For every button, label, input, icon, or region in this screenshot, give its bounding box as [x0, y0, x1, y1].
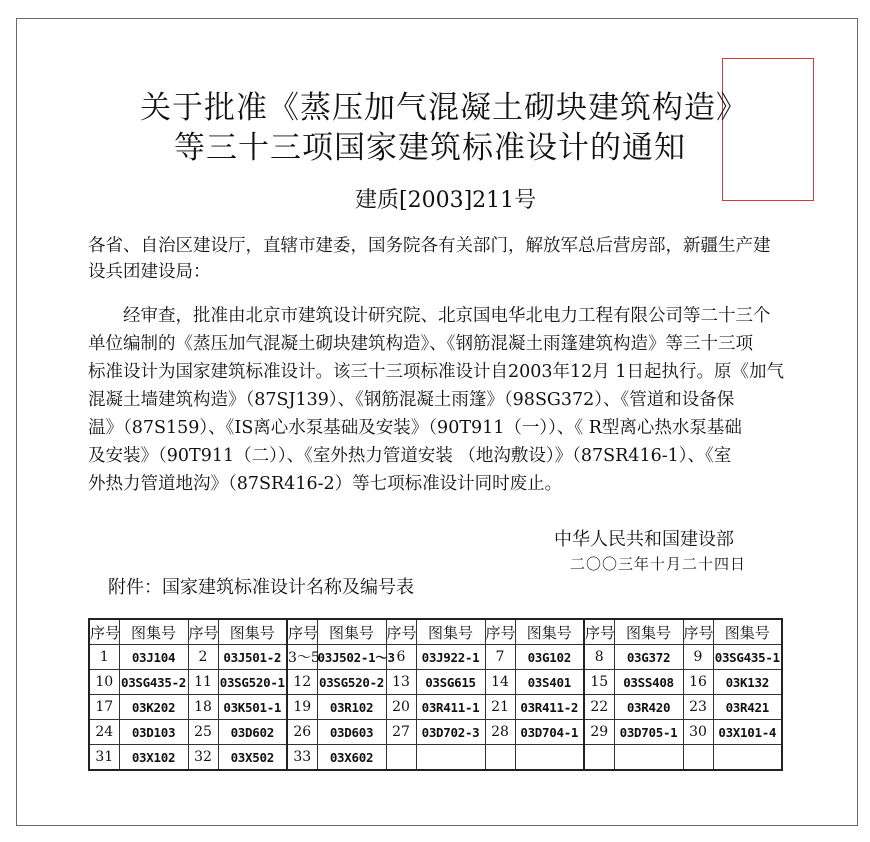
atlas-number-cell: 03X102: [119, 745, 188, 771]
header-serial-number: 序号: [485, 619, 515, 645]
stamp-placeholder-box: [722, 58, 814, 201]
body-line: 标准设计为国家建筑标准设计。该三十三项标准设计自2003年12月 1日起执行。原《加气: [88, 362, 784, 382]
serial-number-cell: 17: [89, 695, 119, 720]
atlas-number-cell: 03D602: [218, 720, 287, 745]
serial-number-cell: 9: [683, 645, 713, 670]
atlas-number-cell: 03SG435-2: [119, 670, 188, 695]
atlas-number-cell: 03K202: [119, 695, 188, 720]
serial-number-cell: 1: [89, 645, 119, 670]
header-atlas-number: 图集号: [614, 619, 683, 645]
atlas-number-cell: 03SG520-2: [317, 670, 386, 695]
body-line: 外热力管道地沟》（87SR416-2）等七项标准设计同时废止。: [88, 474, 563, 494]
table-header-row: [89, 619, 782, 645]
atlas-number-cell: 03SS408: [614, 670, 683, 695]
standard-codes-table: [88, 618, 783, 771]
serial-number-cell: 21: [485, 695, 515, 720]
header-serial-number: 序号: [584, 619, 614, 645]
atlas-number-cell: [713, 745, 782, 771]
serial-number-cell: [485, 745, 515, 771]
serial-number-cell: 29: [584, 720, 614, 745]
table-row: [89, 670, 782, 695]
atlas-number-cell: 03SG615: [416, 670, 485, 695]
header-atlas-number: 图集号: [515, 619, 584, 645]
atlas-number-cell: 03G372: [614, 645, 683, 670]
serial-number-cell: 22: [584, 695, 614, 720]
notice-title-line-1: 关于批准《蒸压加气混凝土砌块建筑构造》: [140, 90, 748, 126]
serial-number-cell: 18: [188, 695, 218, 720]
addressee-line-2: 设兵团建设局：: [88, 262, 211, 282]
atlas-number-cell: 03R411-1: [416, 695, 485, 720]
body-line: 单位编制的《蒸压加气混凝土砌块建筑构造》、《钢筋混凝土雨篷建筑构造》等三十三项: [88, 334, 753, 354]
serial-number-cell: 16: [683, 670, 713, 695]
issuer-signature: 中华人民共和国建设部: [554, 529, 734, 550]
atlas-number-cell: 03J104: [119, 645, 188, 670]
serial-number-cell: 25: [188, 720, 218, 745]
atlas-number-cell: 03G102: [515, 645, 584, 670]
serial-number-cell: 26: [287, 720, 317, 745]
serial-number-cell: 32: [188, 745, 218, 771]
atlas-number-cell: 03D704-1: [515, 720, 584, 745]
atlas-number-cell: [416, 745, 485, 771]
table-row: [89, 720, 782, 745]
header-atlas-number: 图集号: [218, 619, 287, 645]
serial-number-cell: 33: [287, 745, 317, 771]
atlas-number-cell: 03S401: [515, 670, 584, 695]
atlas-number-cell: 03J922-1: [416, 645, 485, 670]
atlas-number-cell: 03R102: [317, 695, 386, 720]
body-line: 经审查，批准由北京市建筑设计研究院、北京国电华北电力工程有限公司等二十三个: [88, 306, 771, 326]
atlas-number-cell: 03D705-1: [614, 720, 683, 745]
serial-number-cell: 28: [485, 720, 515, 745]
serial-number-cell: 24: [89, 720, 119, 745]
serial-number-cell: 14: [485, 670, 515, 695]
table-row: [89, 745, 782, 771]
serial-number-cell: 6: [386, 645, 416, 670]
serial-number-cell: 13: [386, 670, 416, 695]
atlas-number-cell: 03K132: [713, 670, 782, 695]
attachment-title: 附件：国家建筑标准设计名称及编号表: [108, 577, 414, 598]
notice-title-line-2: 等三十三项国家建筑标准设计的通知: [174, 130, 686, 166]
header-serial-number: 序号: [683, 619, 713, 645]
header-atlas-number: 图集号: [713, 619, 782, 645]
body-line: 温》（87S159）、《IS离心水泵基础及安装》（90T911（一））、《 R型离心热水泵基础: [88, 418, 742, 438]
atlas-number-cell: 03SG435-1: [713, 645, 782, 670]
document-number: 建质[2003]211号: [355, 188, 537, 213]
atlas-number-cell: 03J502-1～3: [317, 645, 386, 670]
atlas-number-cell: 03K501-1: [218, 695, 287, 720]
header-serial-number: 序号: [89, 619, 119, 645]
atlas-number-cell: 03D702-3: [416, 720, 485, 745]
header-serial-number: 序号: [386, 619, 416, 645]
atlas-number-cell: 03R421: [713, 695, 782, 720]
serial-number-cell: 23: [683, 695, 713, 720]
serial-number-cell: [683, 745, 713, 771]
serial-number-cell: 20: [386, 695, 416, 720]
atlas-number-cell: 03X101-4: [713, 720, 782, 745]
atlas-number-cell: 03R420: [614, 695, 683, 720]
atlas-number-cell: 03J501-2: [218, 645, 287, 670]
table-row: [89, 645, 782, 670]
atlas-number-cell: 03D103: [119, 720, 188, 745]
header-serial-number: 序号: [188, 619, 218, 645]
serial-number-cell: 7: [485, 645, 515, 670]
serial-number-cell: 12: [287, 670, 317, 695]
serial-number-cell: 8: [584, 645, 614, 670]
atlas-number-cell: [614, 745, 683, 771]
issue-date: 二〇〇三年十月二十四日: [570, 555, 747, 573]
serial-number-cell: 10: [89, 670, 119, 695]
atlas-number-cell: 03X602: [317, 745, 386, 771]
serial-number-cell: 31: [89, 745, 119, 771]
header-serial-number: 序号: [287, 619, 317, 645]
atlas-number-cell: 03SG520-1: [218, 670, 287, 695]
atlas-number-cell: [515, 745, 584, 771]
serial-number-cell: 15: [584, 670, 614, 695]
atlas-number-cell: 03X502: [218, 745, 287, 771]
serial-number-cell: 19: [287, 695, 317, 720]
table-row: [89, 695, 782, 720]
header-atlas-number: 图集号: [317, 619, 386, 645]
serial-number-cell: [386, 745, 416, 771]
body-line: 混凝土墙建筑构造》（87SJ139）、《钢筋混凝土雨篷》（98SG372）、《管道和设备保: [88, 390, 735, 410]
serial-number-cell: 3～5: [287, 645, 317, 670]
serial-number-cell: 2: [188, 645, 218, 670]
table-body: [89, 619, 782, 770]
serial-number-cell: 11: [188, 670, 218, 695]
atlas-number-cell: 03R411-2: [515, 695, 584, 720]
serial-number-cell: 30: [683, 720, 713, 745]
header-atlas-number: 图集号: [119, 619, 188, 645]
serial-number-cell: 27: [386, 720, 416, 745]
serial-number-cell: [584, 745, 614, 771]
addressee-line-1: 各省、自治区建设厅，直辖市建委，国务院各有关部门，解放军总后营房部，新疆生产建: [88, 236, 771, 256]
header-atlas-number: 图集号: [416, 619, 485, 645]
atlas-number-cell: 03D603: [317, 720, 386, 745]
body-line: 及安装》（90T911（二））、《室外热力管道安装 （地沟敷设）》（87SR416-1）、《室: [88, 446, 732, 466]
